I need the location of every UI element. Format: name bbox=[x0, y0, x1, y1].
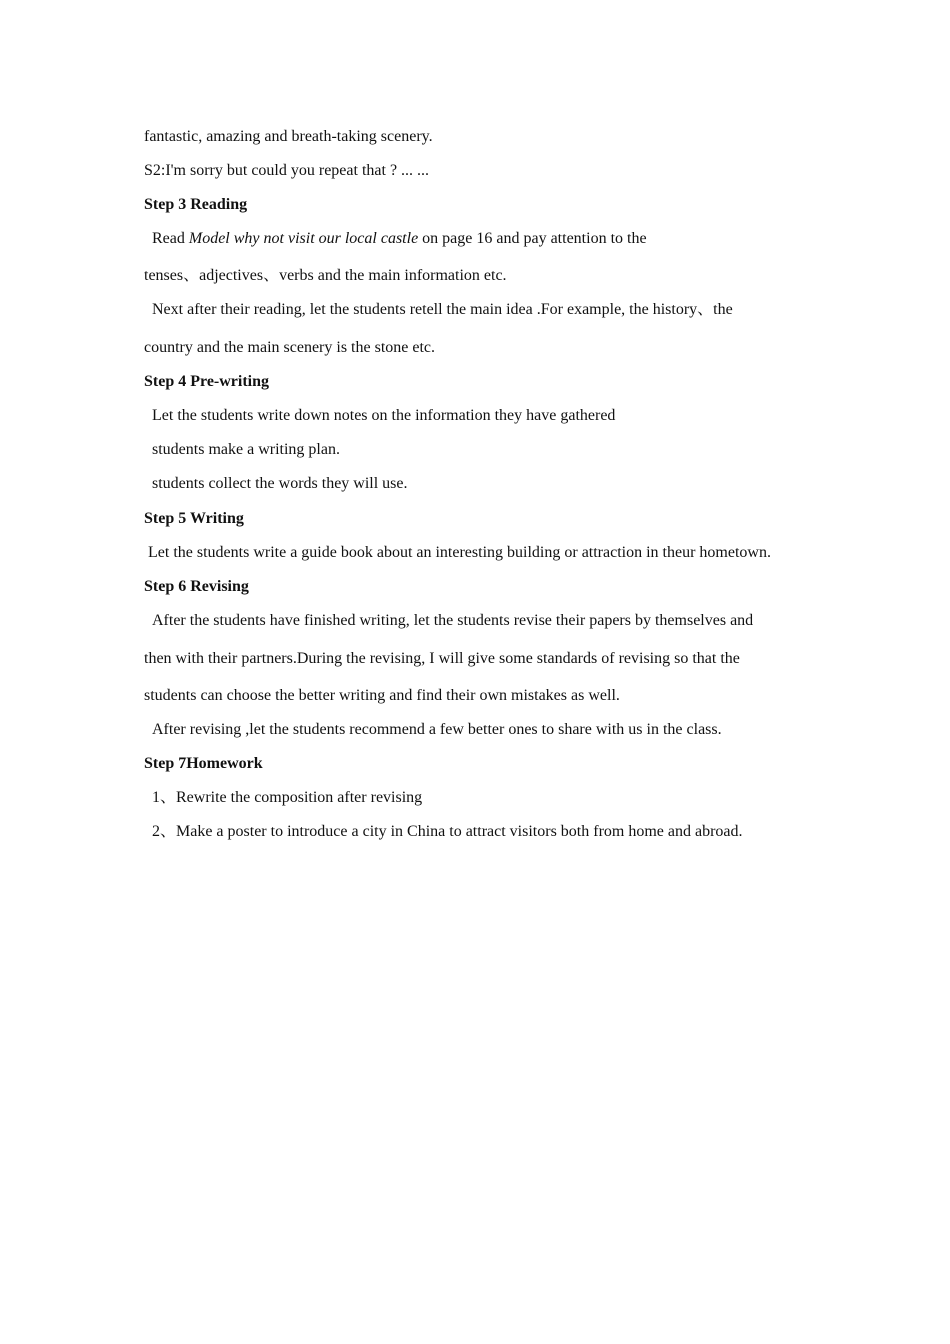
step6-para2: After revising ,let the students recommend a few better ones to share with us in the class. bbox=[152, 721, 722, 738]
text-line-scenery: fantastic, amazing and breath-taking scenery. bbox=[144, 128, 433, 145]
step3-next-line1: Next after their reading, let the students retell the main idea .For example, the history、the bbox=[152, 301, 733, 318]
read-prefix: Read bbox=[152, 230, 189, 247]
step3-read-cont: tenses、adjectives、verbs and the main information etc. bbox=[144, 267, 507, 284]
heading-step4: Step 4 Pre-writing bbox=[144, 373, 270, 390]
step6-para1-line1: After the students have finished writing, let the students revise their papers by themselves and bbox=[152, 612, 754, 629]
step3-next-line2: country and the main scenery is the stone etc. bbox=[144, 339, 436, 356]
heading-step5: Step 5 Writing bbox=[144, 510, 244, 527]
heading-step7: Step 7Homework bbox=[144, 755, 263, 772]
text-line-s2: S2:I'm sorry but could you repeat that ? ... ... bbox=[144, 162, 430, 179]
step3-read-line bbox=[152, 229, 647, 249]
step6-para1-line2: then with their partners.During the revising, I will give some standards of revising so that the bbox=[144, 650, 740, 667]
read-title: Model why not visit our local castle bbox=[188, 230, 419, 247]
read-suffix: on page 16 and pay attention to the bbox=[418, 230, 647, 247]
step6-para1-line3: students can choose the better writing and find their own mistakes as well. bbox=[144, 687, 620, 704]
step4-item: students collect the words they will use. bbox=[152, 475, 408, 492]
step4-item: students make a writing plan. bbox=[152, 441, 340, 458]
step5-text: Let the students write a guide book about an interesting building or attraction in theur hometown. bbox=[148, 544, 771, 561]
step4-item: Let the students write down notes on the information they have gathered bbox=[152, 407, 616, 424]
heading-step6: Step 6 Revising bbox=[144, 578, 249, 595]
heading-step3: Step 3 Reading bbox=[144, 196, 248, 213]
homework-item: 2、Make a poster to introduce a city in China to attract visitors both from home and abroad. bbox=[152, 823, 743, 840]
homework-item: 1、Rewrite the composition after revising bbox=[152, 789, 423, 806]
